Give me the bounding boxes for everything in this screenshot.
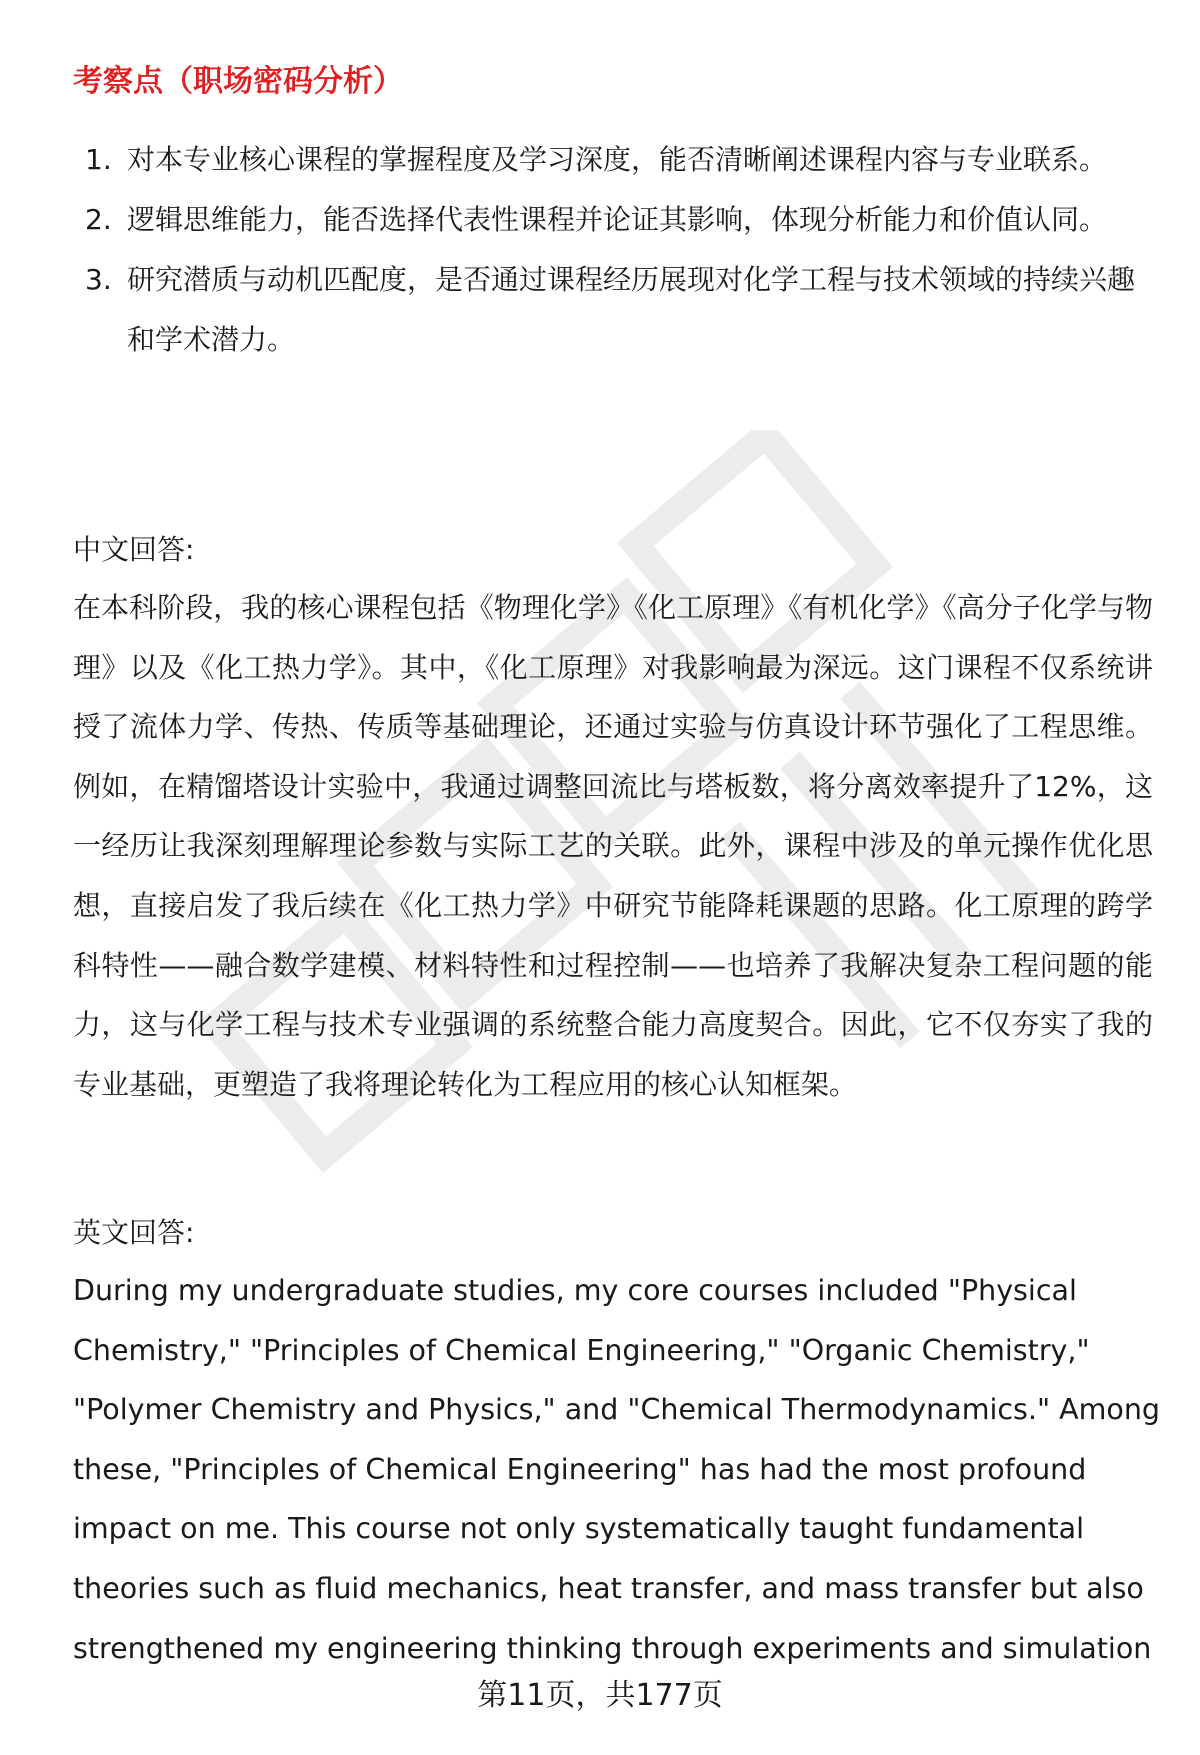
list-item-text: 研究潜质与动机匹配度，是否通过课程经历展现对化学工程与技术领域的持续兴趣和学术潜力。 (127, 263, 1136, 356)
list-item (73, 130, 1153, 190)
list-item-text: 对本专业核心课程的掌握程度及学习深度，能否清晰阐述课程内容与专业联系。 (127, 143, 1108, 176)
english-answer-paragraph: During my undergraduate studies, my core courses included "Physical Chemistry," "Principles of Chemical Engineering," "Organic Chemistry," "Polymer Chemistry and Physics," and "Chemical Thermodynamics." Among these, "Principles of Chemical Engineering" has had the most profound impact on me. This course not only systematically taught fundamental theories such as fluid mechanics, heat transfer, and mass transfer but also strengthened my engineering thinking through experiments and simulation (73, 1274, 1160, 1665)
english-answer-label: 英文回答: (73, 1216, 195, 1249)
list-item-text: 逻辑思维能力，能否选择代表性课程并论证其影响，体现分析能力和价值认同。 (127, 203, 1108, 236)
list-item-number: 1. (85, 143, 112, 176)
section-title: 考察点（职场密码分析） (73, 64, 403, 99)
list-item (73, 190, 1153, 250)
assessment-points-list (73, 130, 1153, 370)
chinese-answer-label: 中文回答: (73, 533, 195, 566)
chinese-answer-paragraph: 在本科阶段，我的核心课程包括《物理化学》《化工原理》《有机化学》《高分子化学与物理》以及《化工热力学》。其中，《化工原理》对我影响最为深远。这门课程不仅系统讲授了流体力学、传热、传质等基础理论，还通过实验与仿真设计环节强化了工程思维。例如，在精馏塔设计实验中，我通过调整回流比与塔板数，将分离效率提升了12%，这一经历让我深刻理解理论参数与实际工艺的关联。此外，课程中涉及的单元操作优化思想，直接启发了我后续在《化工热力学》中研究节能降耗课题的思路。化工原理的跨学科特性——融合数学建模、材料特性和过程控制——也培养了我解决复杂工程问题的能力，这与化学工程与技术专业强调的系统整合能力高度契合。因此，它不仅夯实了我的专业基础，更塑造了我将理论转化为工程应用的核心认知框架。 (73, 591, 1153, 1101)
page-number-footer: 第11页，共177页 (477, 1678, 723, 1713)
list-item-number: 3. (85, 263, 112, 296)
list-item-number: 2. (85, 203, 112, 236)
list-item (73, 250, 1153, 370)
